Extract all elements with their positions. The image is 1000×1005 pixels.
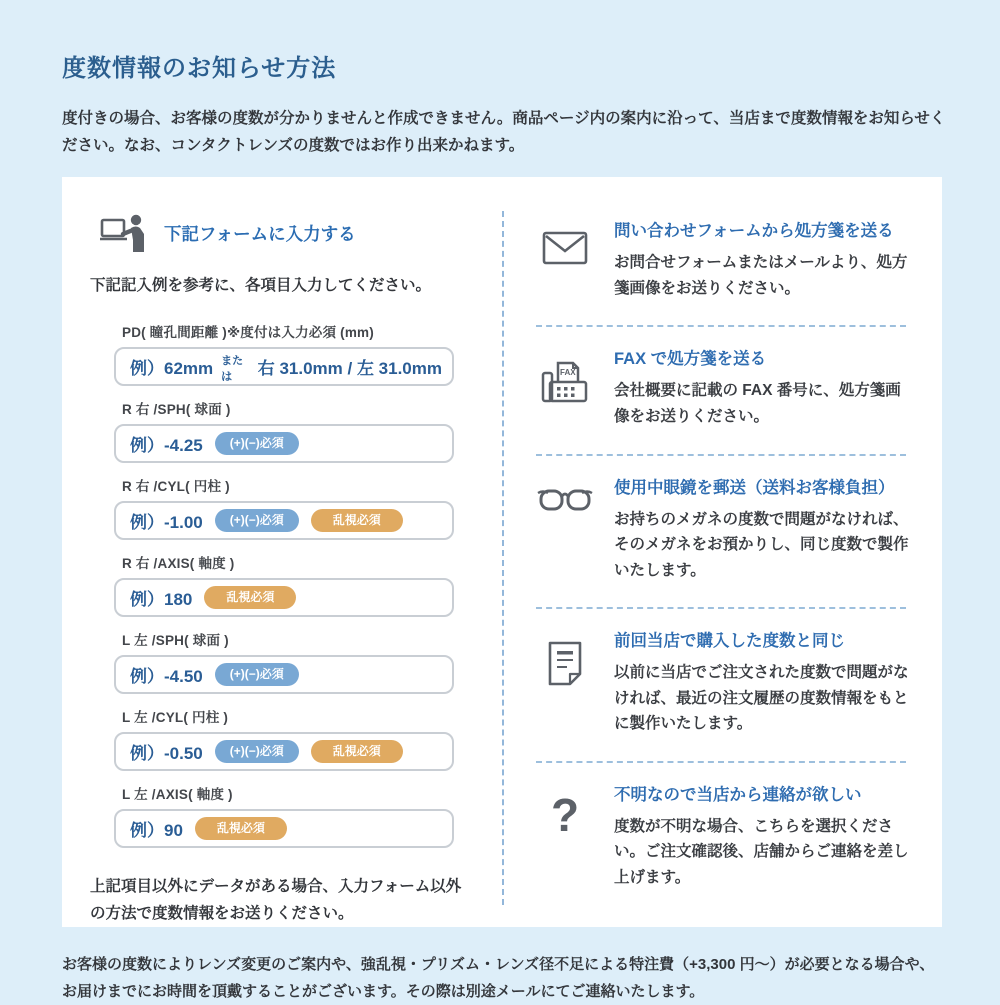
method-divider — [536, 761, 906, 763]
field-box — [114, 732, 454, 771]
field-or-text: または — [221, 355, 244, 384]
method-title: 不明なので当店から連絡が欲しい — [614, 785, 862, 804]
form-rows — [114, 321, 502, 848]
method-title: 問い合わせフォームから処方箋を送る — [614, 222, 894, 241]
form-instruction: 下記記入例を参考に、各項目入力してください。 — [90, 277, 432, 295]
field-box — [114, 809, 454, 848]
question-icon: ? — [550, 788, 580, 841]
method-item — [536, 613, 912, 757]
field-label-pd: PD( 瞳孔間距離 )※度付は入力必須 (mm) — [122, 325, 374, 341]
fax-icon-label: FAX — [560, 368, 576, 378]
method-body: お問合せフォームまたはメールより、処方箋画像をお送りください。 — [614, 254, 908, 297]
glasses-icon — [536, 474, 594, 584]
field-box — [114, 578, 454, 617]
method-item — [536, 203, 912, 321]
form-section-header — [100, 213, 502, 253]
plus-minus-required-badge: (+)(−)必須 — [215, 432, 299, 455]
field-example-value: 例）-1.00 — [130, 513, 203, 533]
method-item — [536, 767, 912, 911]
methods-column — [504, 177, 942, 927]
method-title: 前回当店で購入した度数と同じ — [614, 632, 845, 651]
field-label: R 右 /SPH( 球面 ) — [122, 402, 231, 418]
astigmatism-required-badge: 乱視必須 — [195, 817, 287, 840]
astigmatism-required-badge: 乱視必須 — [311, 509, 403, 532]
field-example-value: 例）62mm — [130, 359, 214, 379]
method-divider — [536, 454, 906, 456]
field-example-value: 例）90 — [130, 821, 183, 841]
method-body: 以前に当店でご注文された度数で問題がなければ、最近の注文履歴の度数情報をもとに製作いたします。 — [614, 664, 909, 733]
field-box — [114, 655, 454, 694]
field-box-pd — [114, 347, 454, 386]
field-label: R 右 /CYL( 円柱 ) — [122, 479, 230, 495]
method-texts — [614, 217, 912, 301]
form-note: 上記項目以外にデータがある場合、入力フォーム以外の方法で度数情報をお送りください。 — [90, 878, 462, 922]
field-label: L 左 /CYL( 円柱 ) — [122, 710, 229, 726]
field-rows-container — [114, 398, 502, 848]
method-texts — [614, 781, 912, 891]
method-body: 度数が不明な場合、こちらを選択ください。ご注文確認後、店舗からご連絡を差し上げます。 — [614, 817, 909, 886]
plus-minus-required-badge: (+)(−)必須 — [215, 663, 299, 686]
field-label: R 右 /AXIS( 軸度 ) — [122, 556, 235, 572]
astigmatism-required-badge: 乱視必須 — [311, 740, 403, 763]
envelope-icon — [536, 217, 594, 301]
field-example-value: 例）180 — [130, 590, 193, 610]
plus-minus-required-badge: (+)(−)必須 — [215, 509, 299, 532]
field-label: L 左 /SPH( 球面 ) — [122, 633, 229, 649]
field-example-value: 例）-0.50 — [130, 744, 203, 764]
form-section-title: 下記フォームに入力する — [164, 223, 356, 244]
method-texts — [614, 474, 912, 584]
field-example-value: 例）-4.50 — [130, 667, 203, 687]
field-box — [114, 501, 454, 540]
page-title: 度数情報のお知らせ方法 — [62, 55, 337, 82]
instructor-laptop-icon — [100, 213, 148, 253]
method-divider — [536, 607, 906, 609]
field-box — [114, 424, 454, 463]
method-title: 使用中眼鏡を郵送（送料お客様負担） — [614, 478, 895, 497]
field-example-value: 右 31.0mm / 左 31.0mm — [257, 359, 442, 379]
method-item — [536, 460, 912, 604]
info-card — [62, 177, 942, 927]
method-item — [536, 331, 912, 449]
method-divider — [536, 325, 906, 327]
intro-paragraph: 度付きの場合、お客様の度数が分かりませんと作成できません。商品ページ内の案内に沿って、当店まで度数情報をお知らせください。なお、コンタクトレンズの度数ではお作り出来かねます。 — [62, 110, 946, 155]
method-texts — [614, 345, 912, 429]
footer-note: お客様の度数によりレンズ変更のご案内や、強乱視・プリズム・レンズ径不足による特注費（+3,300 円～）が必要となる場合や、お届けまでにお時間を頂戴することがございます。その際は別途メールにてご連絡いたします。 — [62, 955, 935, 1000]
method-title: FAX で処方箋を送る — [614, 350, 767, 369]
plus-minus-required-badge: (+)(−)必須 — [215, 740, 299, 763]
method-body: お持ちのメガネの度数で問題がなければ、そのメガネをお預かりし、同じ度数で製作いたします。 — [614, 510, 909, 579]
field-example-value: 例）-4.25 — [130, 436, 203, 456]
fax-icon — [536, 345, 594, 429]
astigmatism-required-badge: 乱視必須 — [204, 586, 296, 609]
method-texts — [614, 627, 912, 737]
document-icon — [536, 627, 594, 737]
field-label: L 左 /AXIS( 軸度 ) — [122, 787, 233, 803]
method-body: 会社概要に記載の FAX 番号に、処方箋画像をお送りください。 — [614, 382, 901, 425]
form-column — [62, 177, 502, 927]
